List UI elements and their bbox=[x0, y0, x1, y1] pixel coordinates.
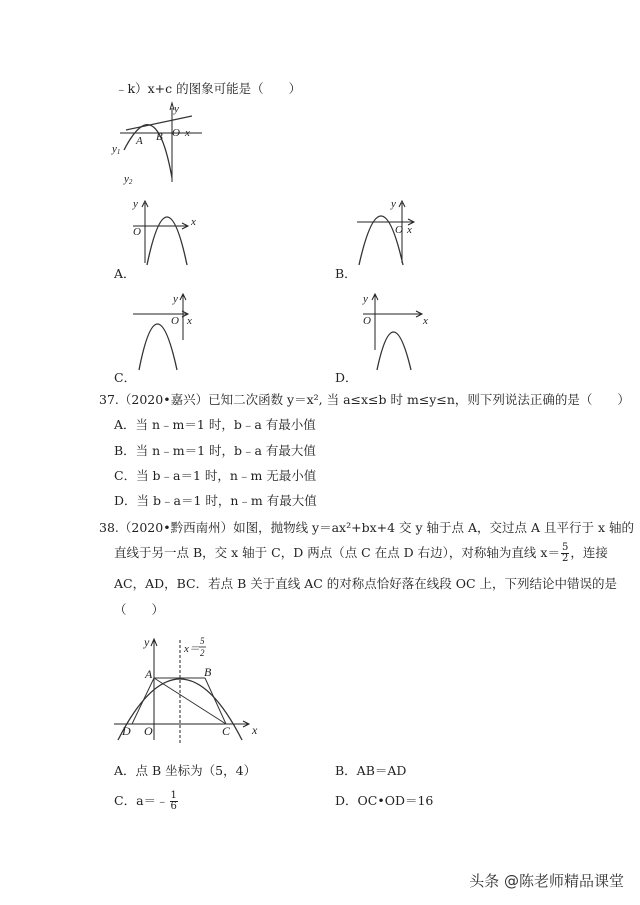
q38-label-axis-eq: x＝ bbox=[184, 643, 200, 655]
q38-label-a: A bbox=[145, 667, 153, 681]
option-c-label-o: O bbox=[171, 315, 179, 327]
option-a-label: A． bbox=[114, 266, 136, 281]
q38-label-b: B bbox=[204, 665, 212, 679]
option-a-graph bbox=[125, 193, 205, 268]
q37-stem: 37.（2020•嘉兴）已知二次函数 y＝x², 当 a≤x≤b 时 m≤y≤n，则下列说法正确的是（ ） bbox=[99, 392, 630, 407]
q38-option-d: D．OC•OD＝16 bbox=[335, 793, 434, 808]
q38-line1: 38.（2020•黔西南州）如图，抛物线 y＝ax²+bx+4 交 y 轴于点 A，交过点 A 且平行于 x 轴的 bbox=[99, 520, 635, 535]
q37-option-b: B．当 n﹣m＝1 时，b﹣a 有最大值 bbox=[114, 443, 316, 458]
q37-option-a: A．当 n﹣m＝1 时，b﹣a 有最小值 bbox=[114, 417, 316, 432]
q38-label-c: C bbox=[222, 724, 231, 738]
option-d-graph bbox=[355, 290, 435, 370]
q38-label-axis-den: 2 bbox=[200, 648, 205, 658]
q38-figure bbox=[112, 628, 262, 753]
q38-label-d: D bbox=[122, 724, 131, 738]
q37-option-d: D．当 b﹣a＝1 时，n﹣m 有最大值 bbox=[114, 493, 317, 508]
label-a: A bbox=[136, 135, 143, 147]
q38-option-a: A．点 B 坐标为（5，4） bbox=[114, 763, 257, 778]
option-c-label-y: y bbox=[173, 293, 178, 305]
label-b: B bbox=[156, 131, 163, 143]
option-d-label-x: x bbox=[423, 315, 428, 327]
q38-label-x: x bbox=[252, 723, 258, 737]
label-y1: y1 bbox=[112, 143, 121, 156]
q38-option-c: C．a＝﹣ $\frac{1}{6}$ bbox=[114, 790, 177, 812]
q38-fraction-5-2: $\frac{5}{2}$ bbox=[561, 542, 569, 564]
intro-text: ﹣k）x+c 的图象可能是（ ） bbox=[115, 81, 302, 96]
figure-parabola-line bbox=[110, 100, 210, 190]
option-b-graph bbox=[355, 193, 435, 268]
label-y2: y2 bbox=[124, 173, 133, 186]
label-x: x bbox=[185, 127, 190, 139]
q38-label-y: y bbox=[144, 635, 150, 649]
label-o: O bbox=[172, 127, 180, 139]
option-c-graph bbox=[125, 290, 205, 370]
option-a-label-y: y bbox=[133, 198, 138, 210]
option-a-label-o: O bbox=[133, 226, 141, 238]
q38-fraction-1-6: $\frac{1}{6}$ bbox=[170, 790, 177, 812]
option-c-label-x: x bbox=[187, 315, 192, 327]
option-d-label: D． bbox=[335, 370, 358, 385]
option-a-label-x: x bbox=[191, 216, 196, 228]
label-y: y bbox=[174, 103, 179, 115]
q38-label-axis-num: 5 bbox=[200, 636, 205, 646]
q38-label-o: O bbox=[144, 724, 153, 738]
option-c-label: C． bbox=[114, 370, 137, 385]
option-d-label-y: y bbox=[363, 293, 368, 305]
q37-option-c: C．当 b﹣a＝1 时，n﹣m 无最小值 bbox=[114, 468, 317, 483]
q38-line4: （ ） bbox=[114, 602, 165, 617]
option-b-label-o: O bbox=[395, 224, 403, 236]
q38-option-b: B．AB＝AD bbox=[335, 763, 407, 778]
q38-line3: AC，AD，BC．若点 B 关于直线 AC 的对称点恰好落在线段 OC 上，下列结论中错误的是 bbox=[114, 576, 618, 591]
option-b-label-y: y bbox=[391, 198, 396, 210]
q38-line2: 直线于另一点 B，交 x 轴于 C，D 两点（点 C 在点 D 右边），对称轴为直线 x＝ $\frac{5}{2}$ ，连接 bbox=[114, 542, 608, 564]
option-d-label-o: O bbox=[363, 315, 371, 327]
option-b-label-x: x bbox=[407, 224, 412, 236]
watermark: 头条 @陈老师精品课堂 bbox=[469, 872, 624, 890]
option-b-label: B． bbox=[335, 266, 357, 281]
